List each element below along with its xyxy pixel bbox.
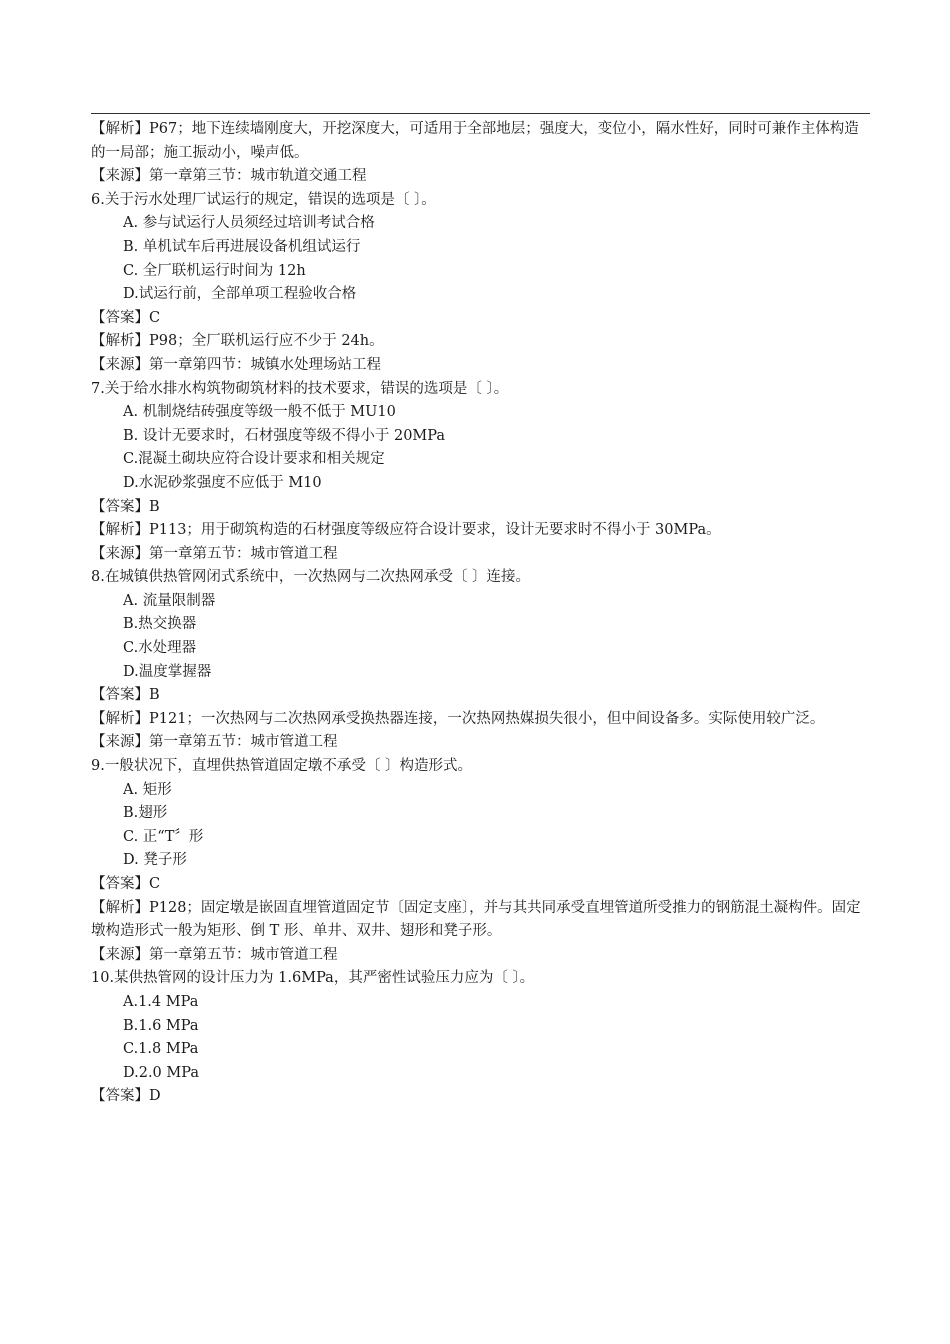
q9-option-a: A. 矩形 xyxy=(123,781,172,798)
analysis-q8: 【解析】P121；一次热网与二次热网承受换热器连接，一次热网热媒损失很小，但中间设备多。实际使用较广泛。 xyxy=(91,710,825,727)
q10-option-a: A.1.4 MPa xyxy=(123,993,199,1010)
header-rule xyxy=(91,113,870,114)
answer-q10: 【答案】D xyxy=(91,1088,161,1105)
q7-option-c: C.混凝土砌块应符合设计要求和相关规定 xyxy=(123,451,385,468)
analysis-q9: 【解析】P128；固定墩是嵌固直埋管道固定节〔固定支座〕，并与其共同承受直埋管道所受推力的钢筋混土凝构件。固定墩构造形式一般为矩形、倒 T 形、单井、双井、翅形和凳子形。 xyxy=(91,899,861,940)
q7-option-a: A. 机制烧结砖强度等级一般不低于 MU10 xyxy=(123,404,396,421)
source-q6: 【来源】第一章第四节：城镇水处理场站工程 xyxy=(91,356,381,373)
q10-option-b: B.1.6 MPa xyxy=(123,1017,199,1034)
q6-option-d: D.试运行前，全部单项工程验收合格 xyxy=(123,286,357,303)
source-q5: 【来源】第一章第三节：城市轨道交通工程 xyxy=(91,168,367,185)
q6-option-b: B. 单机试车后再进展设备机组试运行 xyxy=(123,238,361,255)
q9-option-c: C. 正“T〞形 xyxy=(123,828,204,845)
answer-q9: 【答案】C xyxy=(91,876,161,892)
q8-option-c: C.水处理器 xyxy=(123,640,197,657)
q7-option-d: D.水泥砂浆强度不应低于 M10 xyxy=(123,474,322,491)
q9-option-b: B.翅形 xyxy=(123,805,168,822)
q9-option-d: D. 凳子形 xyxy=(123,852,187,869)
answer-q7: 【答案】B xyxy=(91,498,160,515)
answer-q6: 【答案】C xyxy=(91,309,161,326)
question-10: 10.某供热管网的设计压力为 1.6MPa，其严密性试验压力应为〔 〕。 xyxy=(91,970,535,987)
q10-option-c: C.1.8 MPa xyxy=(123,1041,199,1058)
analysis-q5: 【解析】P67；地下连续墙刚度大，开挖深度大，可适用于全部地层；强度大，变位小，隔水性好，同时可兼作主体构造的一局部；施工振动小，噪声低。 xyxy=(91,121,859,161)
q10-option-d: D.2.0 MPa xyxy=(123,1064,199,1081)
source-q8: 【来源】第一章第五节：城市管道工程 xyxy=(91,734,338,751)
q7-option-b: B. 设计无要求时，石材强度等级不得小于 20MPa xyxy=(123,427,446,444)
question-6: 6.关于污水处理厂试运行的规定，错误的选项是〔 〕。 xyxy=(91,191,436,208)
question-9: 9.一般状况下，直埋供热管道固定墩不承受〔 〕构造形式。 xyxy=(91,758,472,775)
analysis-q7: 【解析】P113；用于砌筑构造的石材强度等级应符合设计要求，设计无要求时不得小于 30MPa。 xyxy=(91,522,721,539)
q6-option-a: A. 参与试运行人员须经过培训考试合格 xyxy=(123,215,375,232)
source-q9: 【来源】第一章第五节：城市管道工程 xyxy=(91,946,338,963)
analysis-q6: 【解析】P98；全厂联机运行应不少于 24h。 xyxy=(91,333,384,350)
q8-option-a: A. 流量限制器 xyxy=(123,592,216,609)
q8-option-b: B.热交换器 xyxy=(123,616,197,633)
answer-q8: 【答案】B xyxy=(91,687,160,704)
question-7: 7.关于给水排水构筑物砌筑材料的技术要求，错误的选项是〔 〕。 xyxy=(91,380,509,397)
question-8: 8.在城镇供热管网闭式系统中，一次热网与二次热网承受〔 〕连接。 xyxy=(91,569,530,586)
document-body xyxy=(91,118,873,1109)
q8-option-d: D.温度掌握器 xyxy=(123,663,212,680)
q6-option-c: C. 全厂联机运行时间为 12h xyxy=(123,262,306,279)
source-q7: 【来源】第一章第五节：城市管道工程 xyxy=(91,545,338,562)
